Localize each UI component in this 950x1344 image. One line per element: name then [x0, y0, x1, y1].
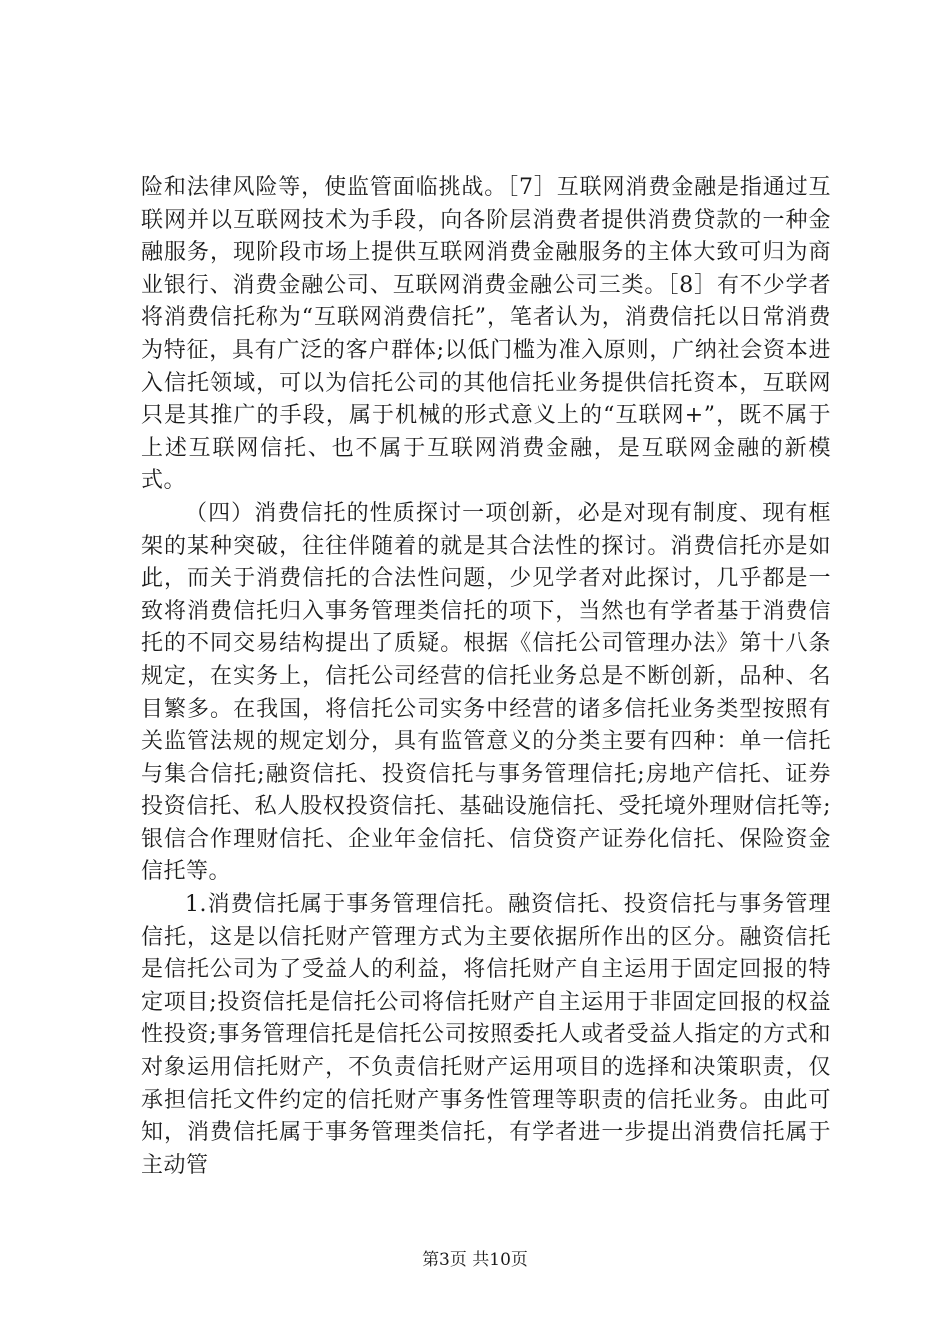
paragraph-affairs-management-trust: 1.消费信托属于事务管理信托。融资信托、投资信托与事务管理信托，这是以信托财产管理方式为主要依据所作出的区分。融资信托是信托公司为了受益人的利益，将信托财产自主运用于固定回报的特定项目;投资信托是信托公司将信托财产自主运用于非固定回报的权益性投资;事务管理信托是信托公司按照委托人或者受益人指定的方式和对象运用信托财产，不负责信托财产运用项目的选择和决策职责，仅承担信托文件约定的信托财产事务性管理等职责的信托业务。由此可知，消费信托属于事务管理类信托，有学者进一步提出消费信托属于主动管: [141, 892, 831, 1178]
page-number-label: 第3页 共10页: [422, 1250, 528, 1270]
document-body: [141, 172, 831, 1182]
page-footer: [0, 1249, 950, 1271]
paragraph-consumer-trust-nature: （四）消费信托的性质探讨一项创新，必是对现有制度、现有框架的某种突破，往往伴随着的就是其合法性的探讨。消费信托亦是如此，而关于消费信托的合法性问题，少见学者对此探讨，几乎都是一致将消费信托归入事务管理类信托的项下，当然也有学者基于消费信托的不同交易结构提出了质疑。根据《信托公司管理办法》第十八条规定，在实务上，信托公司经营的信托业务总是不断创新，品种、名目繁多。在我国，将信托公司实务中经营的诸多信托业务类型按照有关监管法规的规定划分，具有监管意义的分类主要有四种：单一信托与集合信托;融资信托、投资信托与事务管理信托;房地产信托、证券投资信托、私人股权投资信托、基础设施信托、受托境外理财信托等;银信合作理财信托、企业年金信托、信贷资产证券化信托、保险资金信托等。: [141, 500, 831, 885]
paragraph-internet-consumer-finance: 险和法律风险等，使监管面临挑战。［7］互联网消费金融是指通过互联网并以互联网技术为手段，向各阶层消费者提供消费贷款的一种金融服务，现阶段市场上提供互联网消费金融服务的主体大致可归为商业银行、消费金融公司、互联网消费金融公司三类。［8］有不少学者将消费信托称为“互联网消费信托”，笔者认为，消费信托以日常消费为特征，具有广泛的客户群体;以低门槛为准入原则，广纳社会资本进入信托领域，可以为信托公司的其他信托业务提供信托资本，互联网只是其推广的手段，属于机械的形式意义上的“互联网+”，既不属于上述互联网信托、也不属于互联网消费金融，是互联网金融的新模式。: [141, 175, 831, 494]
